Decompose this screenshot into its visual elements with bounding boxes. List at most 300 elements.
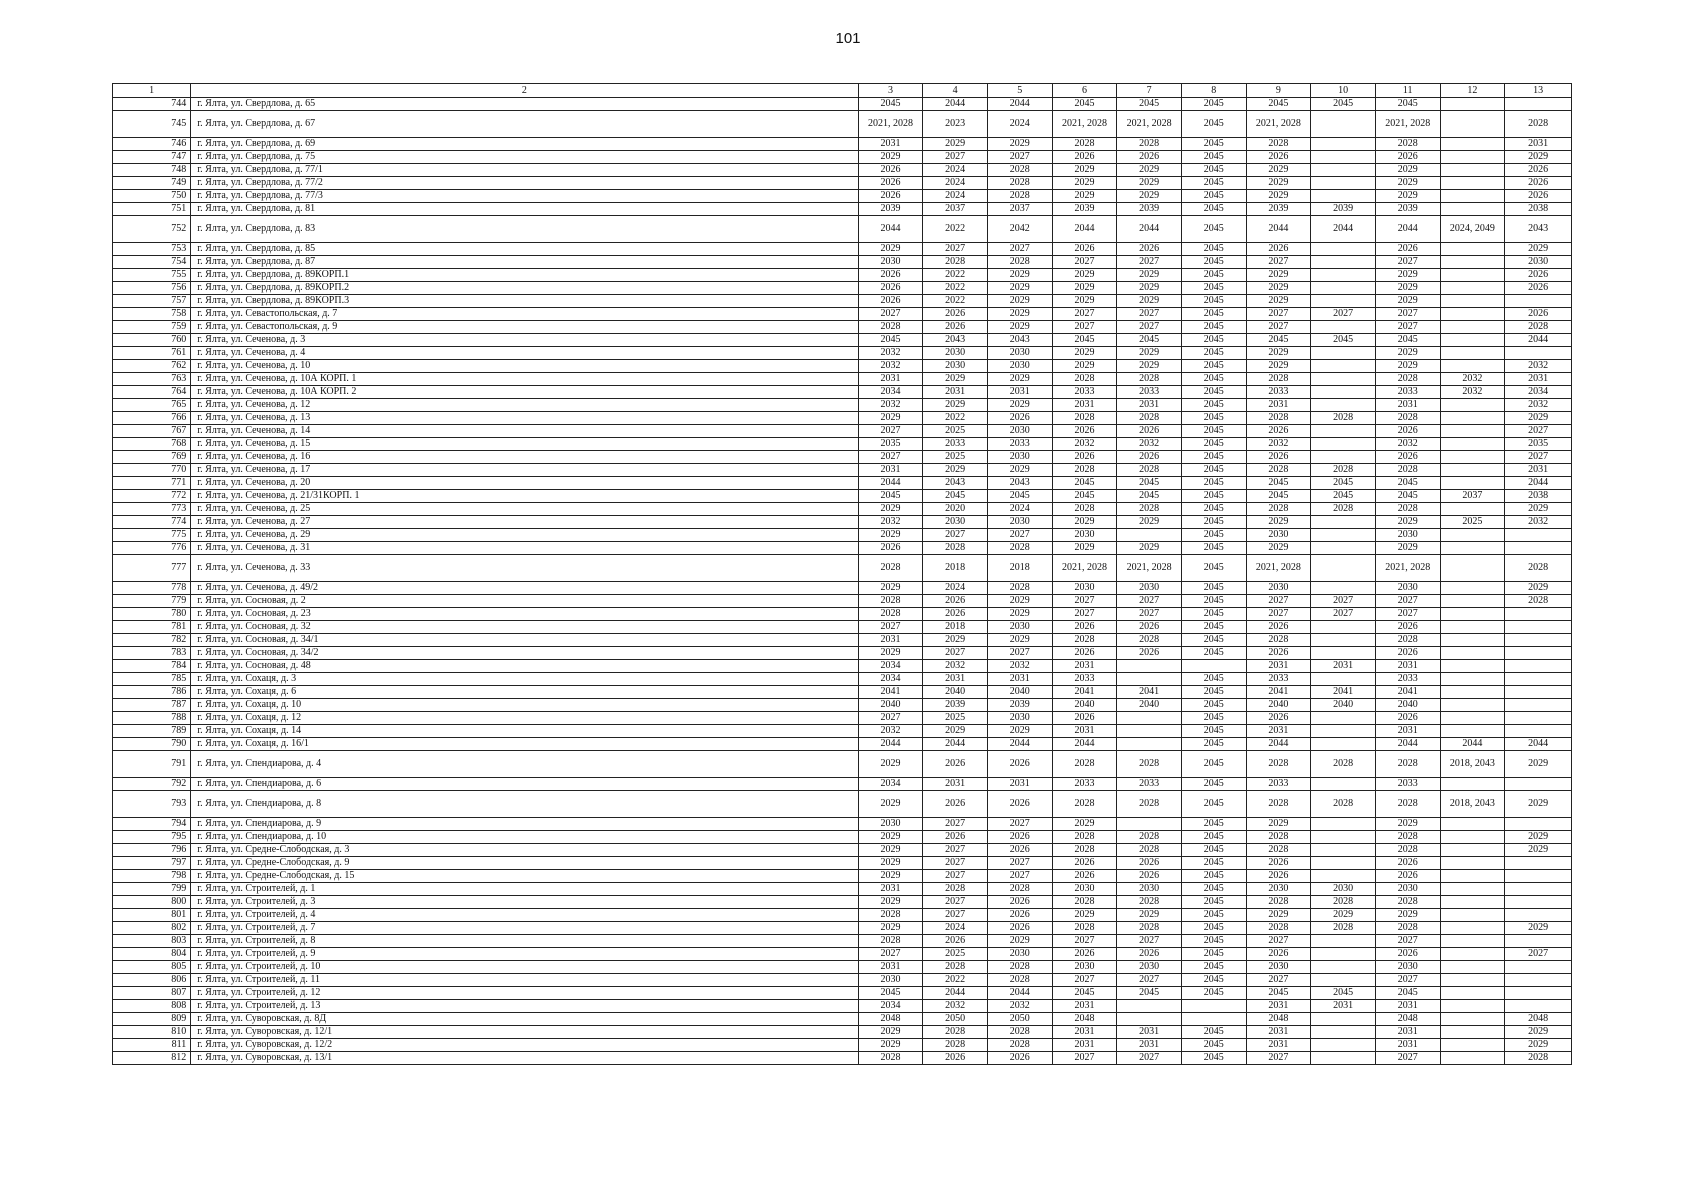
year-cell: 2029 [1505,831,1572,844]
year-cell: 2028 [858,595,923,608]
year-cell: 2026 [1117,151,1182,164]
year-cell: 2021, 2028 [1246,555,1311,582]
year-cell: 2045 [1181,190,1246,203]
table-row [113,870,1572,883]
table-row [113,138,1572,151]
year-cell: 2029 [858,503,923,516]
address-cell: г. Ялта, ул. Строителей, д. 8 [191,935,858,948]
year-cell: 2028 [1375,831,1440,844]
year-cell: 2029 [858,151,923,164]
year-cell: 2045 [1181,1026,1246,1039]
year-cell: 2031 [1505,464,1572,477]
year-cell [1311,451,1376,464]
year-cell: 2028 [1246,791,1311,818]
year-cell: 2026 [987,831,1052,844]
row-number: 797 [113,857,191,870]
year-cell: 2027 [1246,308,1311,321]
table-row [113,282,1572,295]
year-cell: 2031 [858,634,923,647]
address-cell: г. Ялта, ул. Спендиарова, д. 10 [191,831,858,844]
year-cell: 2024 [987,503,1052,516]
year-cell [1311,647,1376,660]
year-cell: 2034 [858,673,923,686]
address-cell: г. Ялта, ул. Сеченова, д. 12 [191,399,858,412]
year-cell: 2027 [987,529,1052,542]
year-cell [1505,634,1572,647]
year-cell: 2032 [1375,438,1440,451]
year-cell: 2027 [1246,608,1311,621]
year-cell: 2031 [1246,660,1311,673]
year-cell: 2026 [1375,870,1440,883]
year-cell: 2026 [923,608,988,621]
year-cell: 2029 [1117,177,1182,190]
year-cell: 2043 [923,334,988,347]
table-row [113,347,1572,360]
year-cell: 2028 [1311,503,1376,516]
year-cell: 2028 [858,1052,923,1065]
year-cell: 2045 [1181,831,1246,844]
year-cell: 2028 [987,256,1052,269]
year-cell: 2029 [1246,177,1311,190]
year-cell: 2027 [1505,451,1572,464]
year-cell: 2030 [923,347,988,360]
year-cell [1505,987,1572,1000]
year-cell: 2045 [1181,282,1246,295]
year-cell: 2029 [987,321,1052,334]
year-cell: 2028 [987,164,1052,177]
row-number: 751 [113,203,191,216]
address-cell: г. Ялта, ул. Спендиарова, д. 9 [191,818,858,831]
year-cell [1311,555,1376,582]
address-cell: г. Ялта, ул. Сеченова, д. 25 [191,503,858,516]
year-cell: 2027 [1375,321,1440,334]
table-row [113,503,1572,516]
year-cell: 2027 [1375,256,1440,269]
year-cell: 2030 [987,948,1052,961]
year-cell: 2028 [987,1039,1052,1052]
year-cell: 2028 [1052,138,1117,151]
table-row [113,595,1572,608]
table-row [113,699,1572,712]
year-cell [1311,725,1376,738]
year-cell: 2045 [1181,1052,1246,1065]
year-cell: 2028 [1375,844,1440,857]
year-cell: 2041 [1052,686,1117,699]
address-cell: г. Ялта, ул. Свердлова, д. 89КОРП.3 [191,295,858,308]
address-cell: г. Ялта, ул. Строителей, д. 12 [191,987,858,1000]
address-cell: г. Ялта, ул. Сеченова, д. 21/31КОРП. 1 [191,490,858,503]
year-cell: 2027 [1052,608,1117,621]
address-cell: г. Ялта, ул. Сеченова, д. 17 [191,464,858,477]
year-cell: 2029 [1311,909,1376,922]
year-cell: 2045 [1181,295,1246,308]
year-cell [1440,922,1505,935]
year-cell: 2029 [987,373,1052,386]
year-cell [1440,138,1505,151]
year-cell [1440,529,1505,542]
year-cell: 2045 [1181,373,1246,386]
year-cell: 2044 [1440,738,1505,751]
row-number: 806 [113,974,191,987]
year-cell: 2026 [1375,948,1440,961]
year-cell [1311,321,1376,334]
year-cell: 2045 [1181,621,1246,634]
year-cell [1117,660,1182,673]
row-number: 782 [113,634,191,647]
year-cell [1117,818,1182,831]
year-cell: 2029 [987,399,1052,412]
year-cell: 2020 [923,503,988,516]
year-cell: 2029 [987,138,1052,151]
year-cell [1440,111,1505,138]
address-cell: г. Ялта, ул. Строителей, д. 9 [191,948,858,961]
year-cell: 2030 [1117,582,1182,595]
year-cell: 2026 [923,935,988,948]
year-cell: 2045 [1181,738,1246,751]
year-cell [1311,438,1376,451]
year-cell: 2028 [1375,503,1440,516]
year-cell: 2028 [858,909,923,922]
year-cell: 2044 [1505,334,1572,347]
year-cell: 2028 [1311,751,1376,778]
address-cell: г. Ялта, ул. Свердлова, д. 77/2 [191,177,858,190]
address-cell: г. Ялта, ул. Сохаця, д. 12 [191,712,858,725]
year-cell: 2040 [1311,699,1376,712]
row-number: 750 [113,190,191,203]
year-cell: 2026 [1246,948,1311,961]
row-number: 758 [113,308,191,321]
year-cell: 2045 [1181,673,1246,686]
year-cell: 2030 [858,974,923,987]
year-cell: 2045 [1181,909,1246,922]
year-cell: 2042 [987,216,1052,243]
year-cell [1440,503,1505,516]
year-cell: 2029 [1375,177,1440,190]
year-cell: 2050 [923,1013,988,1026]
year-cell [1440,831,1505,844]
year-cell: 2033 [1052,386,1117,399]
row-number: 760 [113,334,191,347]
year-cell: 2026 [1246,151,1311,164]
table-row [113,295,1572,308]
year-cell: 2031 [858,138,923,151]
year-cell [1117,712,1182,725]
year-cell: 2045 [1375,987,1440,1000]
year-cell: 2028 [1246,373,1311,386]
year-cell: 2029 [1117,360,1182,373]
year-cell: 2026 [1117,857,1182,870]
year-cell: 2026 [923,308,988,321]
year-cell: 2029 [987,295,1052,308]
year-cell: 2041 [858,686,923,699]
table-row [113,831,1572,844]
row-number: 774 [113,516,191,529]
row-number: 756 [113,282,191,295]
year-cell [1311,738,1376,751]
year-cell: 2028 [987,190,1052,203]
year-cell [1311,190,1376,203]
year-cell: 2027 [1246,1052,1311,1065]
year-cell [1440,686,1505,699]
table-row [113,935,1572,948]
year-cell: 2029 [987,725,1052,738]
year-cell [1505,295,1572,308]
year-cell [1311,111,1376,138]
row-number: 766 [113,412,191,425]
year-cell [1440,699,1505,712]
year-cell: 2045 [1181,751,1246,778]
row-number: 810 [113,1026,191,1039]
year-cell [1505,961,1572,974]
year-cell: 2026 [1052,451,1117,464]
year-cell: 2045 [1052,987,1117,1000]
year-cell: 2028 [1375,896,1440,909]
year-cell: 2028 [1246,751,1311,778]
year-cell: 2027 [987,243,1052,256]
year-cell: 2028 [1052,373,1117,386]
address-cell: г. Ялта, ул. Строителей, д. 13 [191,1000,858,1013]
year-cell: 2029 [987,269,1052,282]
year-cell: 2028 [923,542,988,555]
year-cell [1440,347,1505,360]
table-row [113,778,1572,791]
year-cell [1505,673,1572,686]
table-row [113,438,1572,451]
column-header: 13 [1505,84,1572,98]
year-cell: 2045 [1181,203,1246,216]
year-cell: 2032 [1505,516,1572,529]
year-cell: 2044 [858,738,923,751]
year-cell: 2026 [1375,425,1440,438]
year-cell: 2029 [1375,909,1440,922]
year-cell: 2027 [1117,595,1182,608]
column-header: 9 [1246,84,1311,98]
year-cell: 2018 [923,621,988,634]
year-cell [1311,256,1376,269]
year-cell: 2044 [923,738,988,751]
year-cell: 2028 [1311,896,1376,909]
year-cell: 2029 [858,857,923,870]
year-cell [1440,961,1505,974]
year-cell: 2028 [1505,555,1572,582]
table-row [113,399,1572,412]
table-row [113,151,1572,164]
year-cell: 2028 [1052,844,1117,857]
year-cell: 2026 [923,321,988,334]
address-cell: г. Ялта, ул. Строителей, д. 7 [191,922,858,935]
year-cell: 2045 [1181,451,1246,464]
row-number: 808 [113,1000,191,1013]
table-row [113,725,1572,738]
address-cell: г. Ялта, ул. Свердлова, д. 77/3 [191,190,858,203]
year-cell: 2045 [1181,425,1246,438]
year-cell [1440,660,1505,673]
year-cell: 2032 [858,360,923,373]
year-cell: 2021, 2028 [1117,111,1182,138]
year-cell: 2029 [1246,909,1311,922]
year-cell: 2033 [1375,778,1440,791]
year-cell: 2026 [1505,177,1572,190]
year-cell [1440,647,1505,660]
year-cell: 2028 [1246,138,1311,151]
year-cell: 2027 [1505,425,1572,438]
year-cell: 2045 [1181,699,1246,712]
table-row [113,529,1572,542]
year-cell: 2028 [1375,634,1440,647]
year-cell: 2029 [1052,164,1117,177]
year-cell [1117,1000,1182,1013]
year-cell [1440,935,1505,948]
row-number: 809 [113,1013,191,1026]
row-number: 786 [113,686,191,699]
year-cell: 2027 [923,151,988,164]
table-row [113,256,1572,269]
year-cell: 2029 [923,464,988,477]
year-cell: 2045 [923,490,988,503]
row-number: 785 [113,673,191,686]
year-cell [1311,360,1376,373]
address-cell: г. Ялта, ул. Сохаця, д. 16/1 [191,738,858,751]
year-cell: 2027 [1375,1052,1440,1065]
year-cell [1311,778,1376,791]
year-cell: 2029 [987,308,1052,321]
address-cell: г. Ялта, ул. Сеченова, д. 13 [191,412,858,425]
year-cell: 2029 [923,138,988,151]
year-cell [1311,529,1376,542]
year-cell: 2026 [858,295,923,308]
address-cell: г. Ялта, ул. Сеченова, д. 33 [191,555,858,582]
year-cell: 2045 [1181,490,1246,503]
year-cell: 2021, 2028 [1117,555,1182,582]
column-header: 7 [1117,84,1182,98]
year-cell: 2026 [1375,647,1440,660]
year-cell: 2037 [987,203,1052,216]
year-cell: 2045 [1181,961,1246,974]
year-cell: 2045 [1181,164,1246,177]
year-cell: 2040 [858,699,923,712]
year-cell: 2031 [1117,1039,1182,1052]
year-cell: 2026 [1375,151,1440,164]
year-cell: 2045 [1375,477,1440,490]
year-cell: 2045 [1181,922,1246,935]
year-cell: 2030 [987,347,1052,360]
year-cell: 2045 [1052,334,1117,347]
year-cell: 2044 [923,98,988,111]
year-cell: 2029 [1505,503,1572,516]
year-cell: 2024 [923,582,988,595]
year-cell: 2045 [858,98,923,111]
year-cell: 2045 [1181,542,1246,555]
year-cell: 2040 [923,686,988,699]
year-cell: 2045 [1181,111,1246,138]
year-cell: 2023 [923,111,988,138]
row-number: 794 [113,818,191,831]
year-cell: 2045 [1181,870,1246,883]
year-cell: 2039 [1246,203,1311,216]
year-cell [1117,529,1182,542]
year-cell: 2029 [923,725,988,738]
year-cell: 2026 [1246,621,1311,634]
row-number: 749 [113,177,191,190]
row-number: 803 [113,935,191,948]
row-number: 789 [113,725,191,738]
year-cell: 2028 [1311,791,1376,818]
year-cell: 2027 [1052,308,1117,321]
year-cell: 2024 [923,177,988,190]
year-cell: 2028 [1311,922,1376,935]
year-cell: 2028 [987,1026,1052,1039]
year-cell: 2029 [1052,347,1117,360]
year-cell: 2045 [1181,555,1246,582]
year-cell [1440,1052,1505,1065]
year-cell [1505,857,1572,870]
year-cell: 2026 [1052,243,1117,256]
year-cell: 2030 [987,516,1052,529]
year-cell: 2026 [987,922,1052,935]
year-cell: 2027 [858,712,923,725]
year-cell: 2033 [987,438,1052,451]
year-cell: 2025 [923,948,988,961]
year-cell [1311,948,1376,961]
year-cell: 2044 [1052,738,1117,751]
year-cell: 2029 [1375,269,1440,282]
year-cell: 2026 [1052,621,1117,634]
year-cell: 2026 [858,542,923,555]
year-cell: 2025 [1440,516,1505,529]
year-cell: 2028 [1052,896,1117,909]
year-cell [1440,909,1505,922]
year-cell: 2044 [1052,216,1117,243]
year-cell: 2030 [1052,582,1117,595]
row-number: 801 [113,909,191,922]
table-row [113,1039,1572,1052]
table-row [113,490,1572,503]
row-number: 780 [113,608,191,621]
year-cell: 2045 [1181,98,1246,111]
year-cell: 2026 [1052,870,1117,883]
year-cell: 2045 [1181,464,1246,477]
year-cell: 2029 [1052,282,1117,295]
year-cell [1311,857,1376,870]
schedule-table [112,83,1572,1065]
year-cell: 2029 [1117,190,1182,203]
year-cell: 2026 [1246,870,1311,883]
year-cell: 2025 [923,451,988,464]
year-cell: 2031 [1052,660,1117,673]
year-cell [1311,844,1376,857]
year-cell: 2029 [1246,282,1311,295]
year-cell: 2045 [1181,503,1246,516]
address-cell: г. Ялта, ул. Сеченова, д. 49/2 [191,582,858,595]
year-cell: 2028 [987,542,1052,555]
row-number: 787 [113,699,191,712]
year-cell: 2026 [1052,647,1117,660]
address-cell: г. Ялта, ул. Сеченова, д. 20 [191,477,858,490]
year-cell: 2029 [1052,360,1117,373]
year-cell: 2027 [858,425,923,438]
row-number: 784 [113,660,191,673]
address-cell: г. Ялта, ул. Спендиарова, д. 8 [191,791,858,818]
year-cell: 2029 [1375,164,1440,177]
year-cell: 2030 [1117,961,1182,974]
year-cell: 2029 [1052,909,1117,922]
address-cell: г. Ялта, ул. Свердлова, д. 69 [191,138,858,151]
year-cell: 2027 [1246,321,1311,334]
year-cell: 2044 [923,987,988,1000]
year-cell: 2030 [1505,256,1572,269]
year-cell: 2030 [923,360,988,373]
year-cell: 2045 [1117,477,1182,490]
